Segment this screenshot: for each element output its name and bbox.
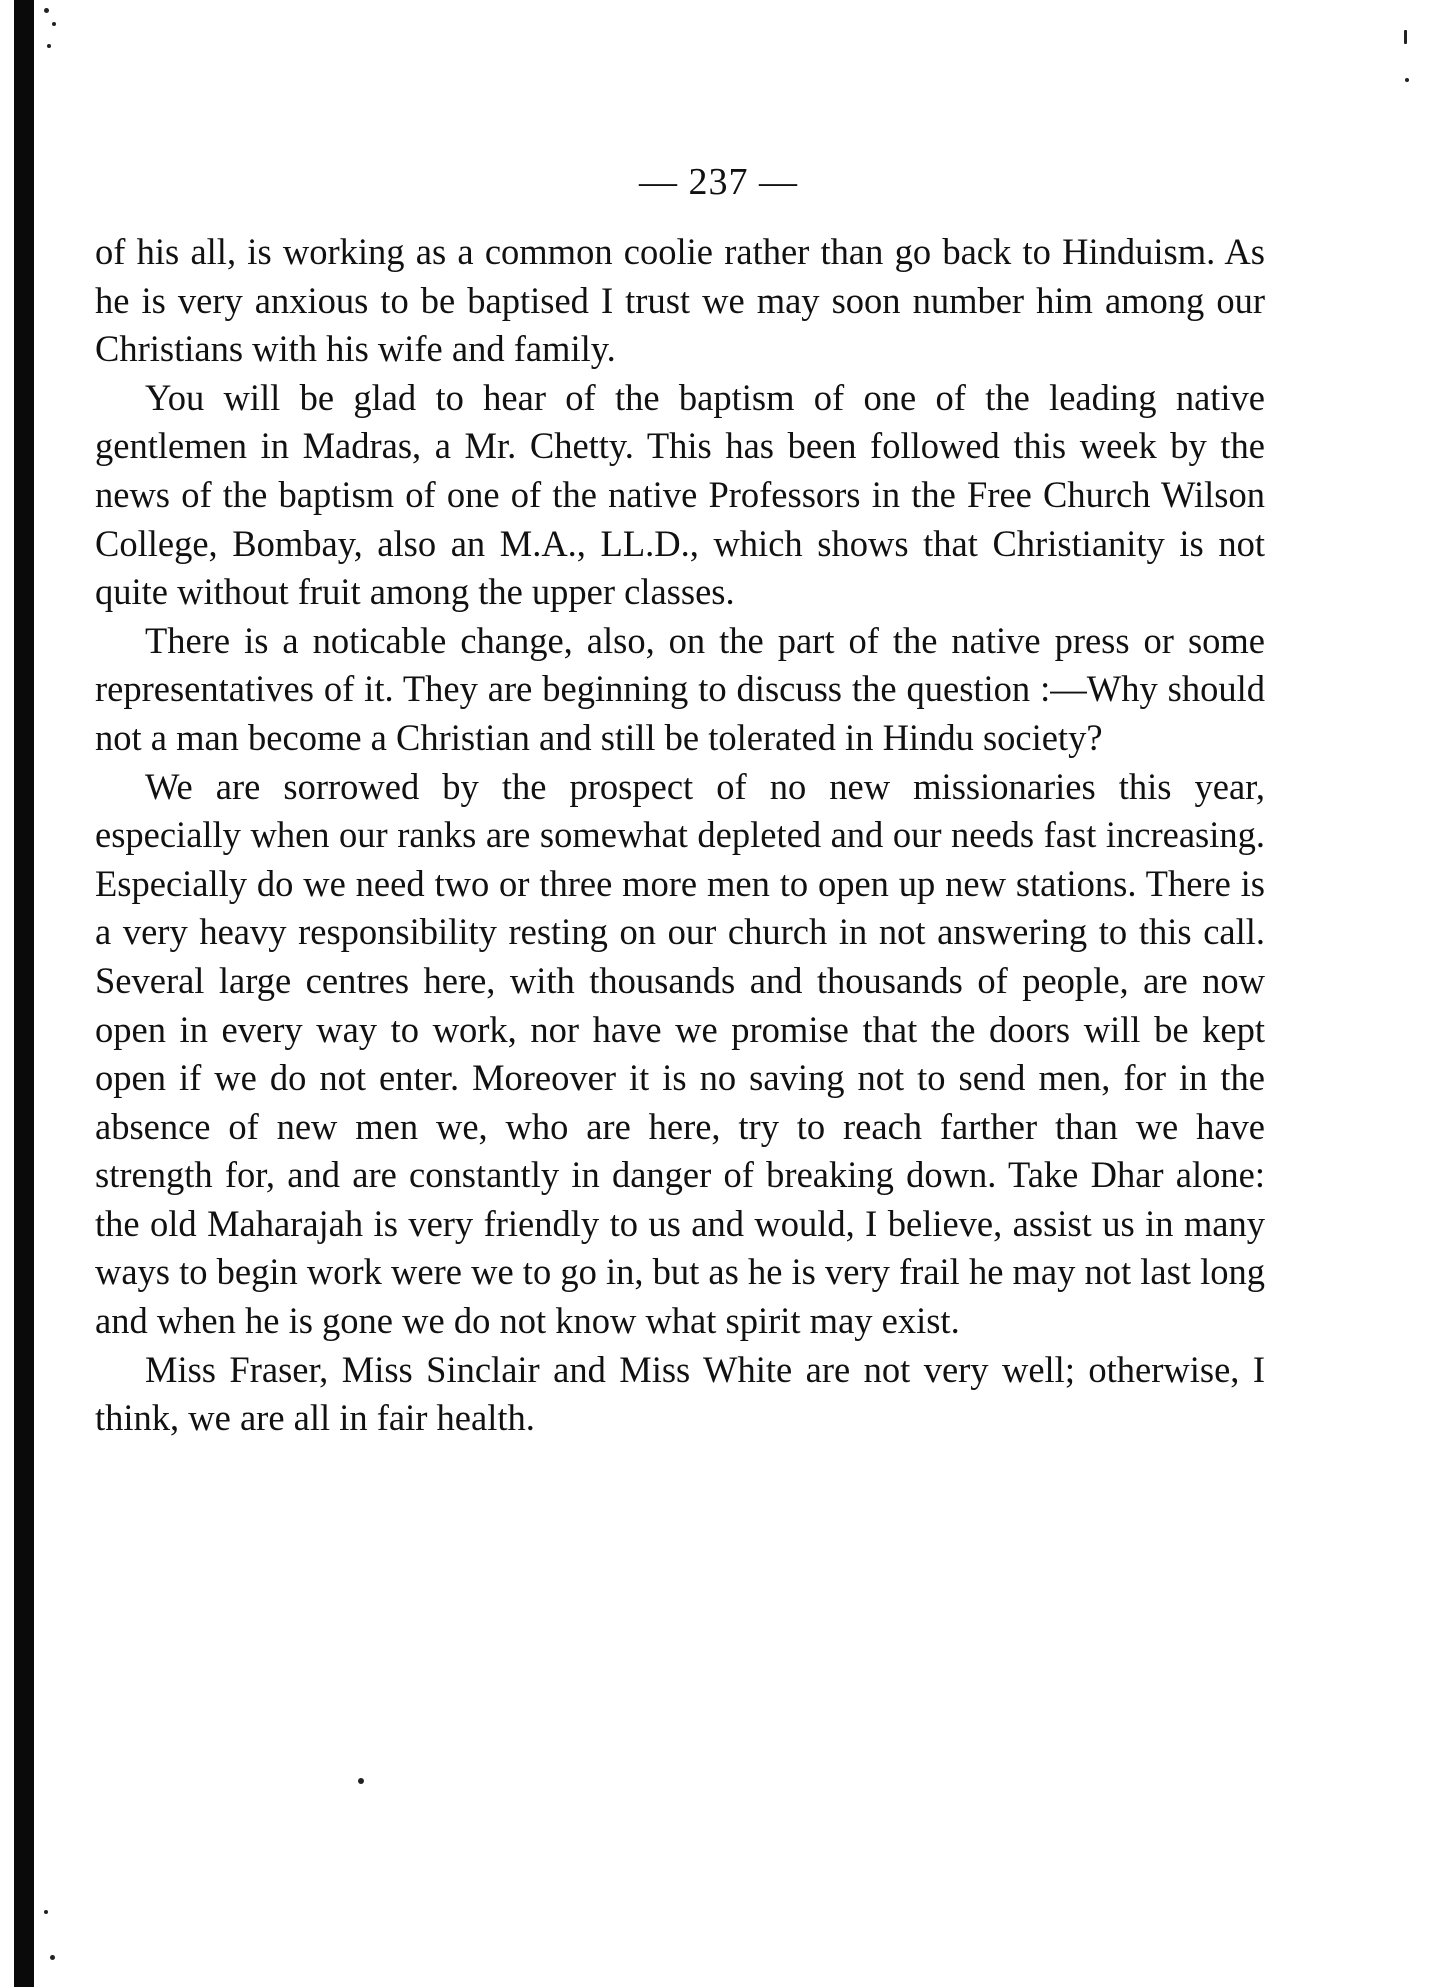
scan-speck: [47, 44, 51, 48]
scan-speck: [44, 8, 49, 13]
scan-dot: [358, 1778, 364, 1784]
scan-speck: [52, 22, 56, 26]
paragraph: Miss Fraser, Miss Sinclair and Miss White are not very well; otherwise, I think, we are all in fair health.: [95, 1348, 1265, 1439]
document-body: [95, 228, 1265, 1443]
scan-speck: [50, 1955, 55, 1960]
paragraph: of his all, is working as a common coolie rather than go back to Hinduism. As he is very anxious to be baptised I trust we may soon number him among our Christians with his wife and family.: [95, 231, 1265, 370]
page-number: — 237 —: [639, 161, 798, 203]
paragraph: There is a noticable change, also, on the part of the native press or some representatives of it. They are beginning to discuss the question :—Why should not a man become a Christian and still be tolerated in Hindu society?: [95, 619, 1265, 758]
scan-speck: [1404, 30, 1407, 44]
scan-binding-edge: [14, 0, 34, 1987]
scan-speck: [1405, 78, 1409, 82]
paragraph: You will be glad to hear of the baptism of one of the leading native gentlemen in Madras, a Mr. Chetty. This has been followed this week by the news of the baptism of one of the native Professors in the Free Church Wilson College, Bombay, also an M.A., LL.D., which shows that Christianity is not quite without fruit among the upper classes.: [95, 376, 1265, 613]
paragraph: We are sorrowed by the prospect of no new missionaries this year, especially when our ranks are somewhat depleted and our needs fast increasing. Especially do we need two or three more men to open up new stations. There is a very heavy responsibility resting on our church in not answering to this call. Several large centres here, with thousands and thousands of people, are now open in every way to work, nor have we promise that the doors will be kept open if we do not enter. Moreover it is no saving not to send men, for in the absence of new men we, who are here, try to reach farther than we have strength for, and are constantly in danger of breaking down. Take Dhar alone: the old Maharajah is very friendly to us and would, I believe, assist us in many ways to begin work were we to go in, but as he is very frail he may not last long and when he is gone we do not know what spirit may exist.: [95, 765, 1265, 1342]
scan-speck: [44, 1910, 48, 1914]
